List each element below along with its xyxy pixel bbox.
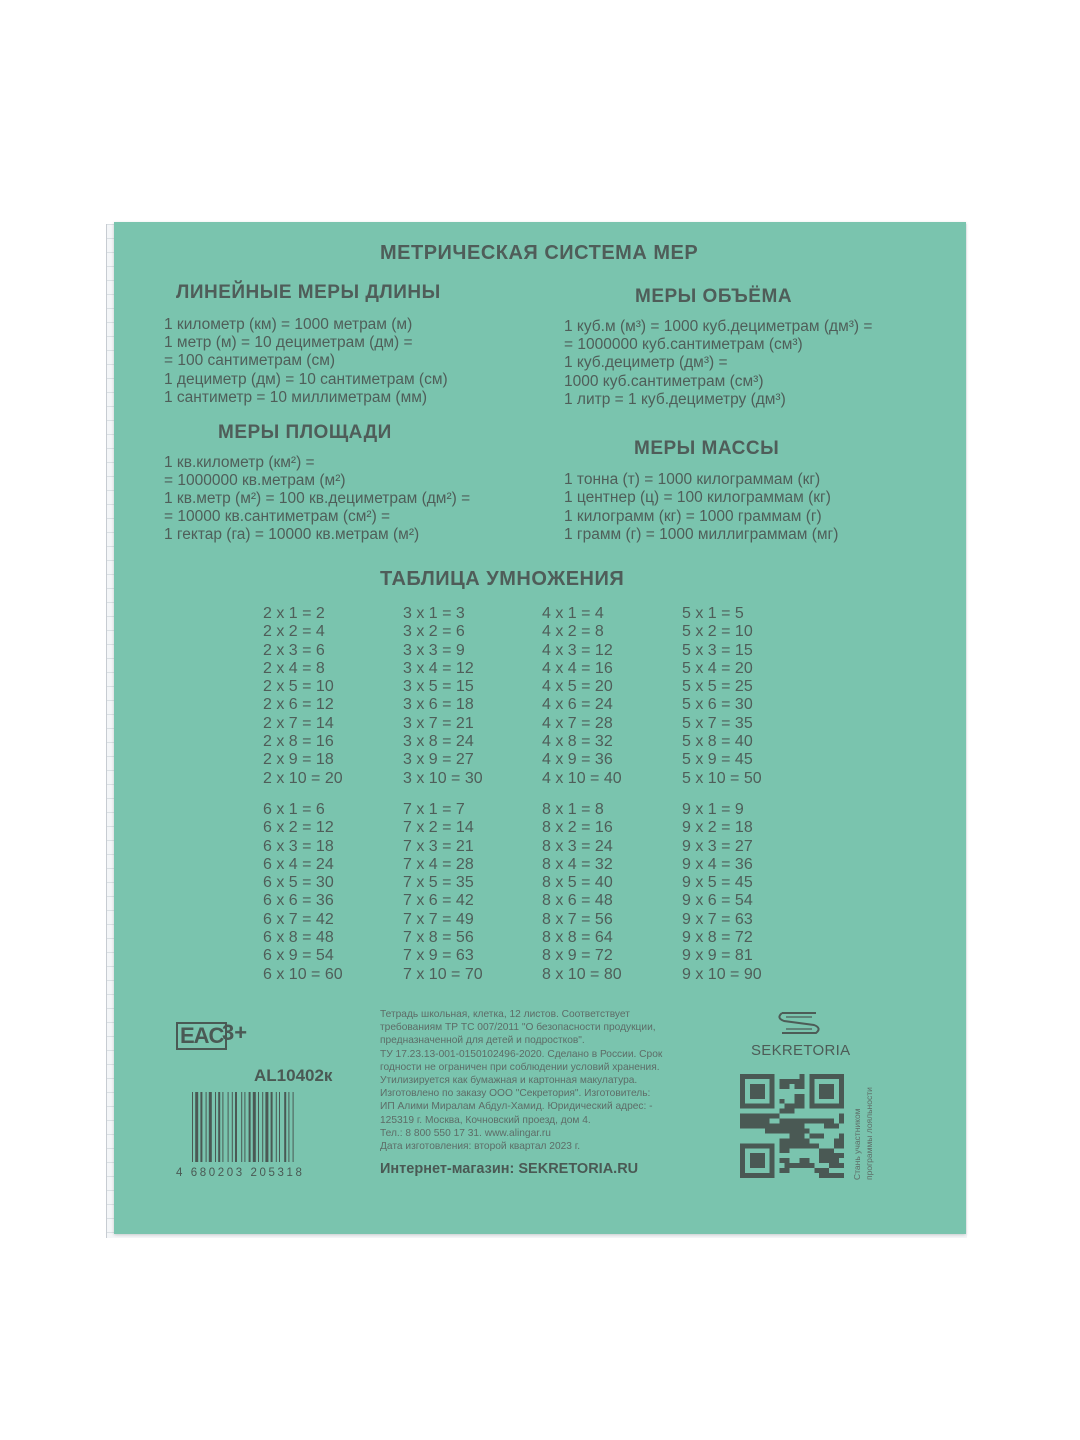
mult-entry: 9 x 2 = 18 (682, 819, 753, 837)
mult-entry: 6 x 8 = 48 (263, 929, 334, 947)
mult-entry: 3 x 5 = 15 (403, 678, 474, 696)
mult-entry: 9 x 1 = 9 (682, 801, 744, 818)
mult-entry: 4 x 3 = 12 (542, 641, 613, 659)
barcode (190, 1092, 348, 1164)
mult-entry: 5 x 4 = 20 (682, 659, 753, 677)
mult-column-4 (542, 605, 622, 788)
mult-entry: 7 x 4 = 28 (403, 855, 474, 873)
article-code: AL10402к (254, 1066, 333, 1085)
area-line: 1 гектар (га) = 10000 кв.метрам (м²) (164, 526, 420, 543)
area-line: 1 кв.километр (км²) = (164, 454, 315, 471)
length-line: = 100 сантиметрам (см) (164, 352, 336, 369)
mult-entry: 8 x 10 = 80 (542, 965, 622, 983)
mult-column-5 (682, 605, 762, 788)
loyalty-line: программы лояльности (864, 1087, 874, 1180)
mult-entry: 2 x 10 = 20 (263, 769, 343, 787)
mult-entry: 3 x 8 = 24 (403, 733, 474, 751)
brand-name: SEKRETORIA (751, 1042, 851, 1059)
qr-code (739, 1074, 845, 1178)
mult-entry: 7 x 7 = 49 (403, 910, 474, 928)
volume-line: 1 куб.дециметр (дм³) = (564, 354, 728, 371)
mult-entry: 9 x 6 = 54 (682, 892, 753, 910)
length-line: 1 километр (км) = 1000 метрам (м) (164, 316, 413, 333)
mult-column-6 (263, 801, 343, 984)
mult-entry: 3 x 4 = 12 (403, 659, 474, 677)
volume-line: 1 литр = 1 куб.дециметру (дм³) (564, 391, 786, 408)
mult-entry: 7 x 8 = 56 (403, 929, 474, 947)
mult-entry: 5 x 6 = 30 (682, 696, 753, 714)
mult-entry: 4 x 6 = 24 (542, 696, 613, 714)
mult-entry: 6 x 6 = 36 (263, 892, 334, 910)
mult-entry: 9 x 7 = 63 (682, 910, 753, 928)
mult-entry: 5 x 9 = 45 (682, 751, 753, 769)
mult-entry: 7 x 3 = 21 (403, 837, 474, 855)
mult-entry: 6 x 3 = 18 (263, 837, 334, 855)
mult-entry: 3 x 6 = 18 (403, 696, 474, 714)
mult-entry: 4 x 2 = 8 (542, 623, 604, 641)
mult-entry: 7 x 1 = 7 (403, 801, 465, 818)
mass-line: 1 грамм (г) = 1000 миллиграммам (мг) (564, 526, 839, 543)
metric-title: МЕТРИЧЕСКАЯ СИСТЕМА МЕР (380, 242, 699, 264)
volume-title: МЕРЫ ОБЪЁМА (635, 286, 793, 307)
mult-entry: 4 x 7 = 28 (542, 714, 613, 732)
mult-entry: 9 x 10 = 90 (682, 965, 762, 983)
mult-entry: 7 x 10 = 70 (403, 965, 483, 983)
mult-entry: 3 x 9 = 27 (403, 751, 474, 769)
mult-entry: 8 x 3 = 24 (542, 837, 613, 855)
mult-entry: 7 x 9 = 63 (403, 947, 474, 965)
mult-entry: 5 x 1 = 5 (682, 605, 744, 622)
info-line: Дата изготовления: второй квартал 2023 г. (380, 1141, 581, 1152)
mult-entry: 6 x 10 = 60 (263, 965, 343, 983)
mult-entry: 8 x 8 = 64 (542, 929, 613, 947)
notebook-back-cover (114, 222, 966, 1234)
length-line: 1 сантиметр = 10 миллиметрам (мм) (164, 389, 428, 406)
mult-entry: 8 x 7 = 56 (542, 910, 613, 928)
mult-entry: 3 x 3 = 9 (403, 641, 465, 659)
info-line: Изготовлено по заказу ООО "Секретория". Изготовитель: (380, 1088, 651, 1099)
age-rating: 3+ (222, 1020, 248, 1045)
mult-entry: 6 x 1 = 6 (263, 801, 325, 818)
mult-entry: 8 x 5 = 40 (542, 874, 613, 892)
info-line: предназначенной для детей и подростков". (380, 1035, 585, 1046)
length-line: 1 дециметр (дм) = 10 сантиметрам (см) (164, 371, 448, 388)
mult-entry: 6 x 5 = 30 (263, 874, 334, 892)
mult-column-2 (263, 605, 343, 788)
mult-column-9 (682, 801, 762, 984)
shop-url: Интернет-магазин: SEKRETORIA.RU (380, 1161, 639, 1177)
mult-entry: 2 x 2 = 4 (263, 623, 325, 641)
mult-entry: 4 x 5 = 20 (542, 678, 613, 696)
area-line: 1 кв.метр (м²) = 100 кв.дециметрам (дм²) = (164, 490, 471, 507)
multiplication-title: ТАБЛИЦА УМНОЖЕНИЯ (380, 568, 625, 590)
mult-entry: 9 x 5 = 45 (682, 874, 753, 892)
area-line: = 1000000 кв.метрам (м²) (164, 472, 346, 489)
area-line: = 10000 кв.сантиметрам (см²) = (164, 508, 391, 525)
mult-entry: 2 x 9 = 18 (263, 751, 334, 769)
mult-entry: 4 x 1 = 4 (542, 605, 604, 622)
mult-entry: 5 x 10 = 50 (682, 769, 762, 787)
mult-entry: 2 x 7 = 14 (263, 714, 334, 732)
mult-entry: 4 x 8 = 32 (542, 733, 613, 751)
mult-entry: 6 x 7 = 42 (263, 910, 334, 928)
mult-entry: 3 x 2 = 6 (403, 623, 465, 641)
mult-entry: 3 x 1 = 3 (403, 605, 465, 622)
mass-line: 1 тонна (т) = 1000 килограммам (кг) (564, 471, 821, 488)
volume-line: 1 куб.м (м³) = 1000 куб.дециметрам (дм³) = (564, 318, 873, 335)
mult-entry: 6 x 9 = 54 (263, 947, 334, 965)
mass-title: МЕРЫ МАССЫ (634, 438, 780, 459)
mult-entry: 9 x 3 = 27 (682, 837, 753, 855)
mult-entry: 2 x 8 = 16 (263, 733, 334, 751)
mult-entry: 9 x 9 = 81 (682, 947, 753, 965)
mult-entry: 5 x 7 = 35 (682, 714, 753, 732)
info-line: Тетрадь школьная, клетка, 12 листов. Соответствует (380, 1009, 630, 1020)
mult-entry: 4 x 10 = 40 (542, 769, 622, 787)
mult-entry: 2 x 4 = 8 (263, 659, 325, 677)
volume-line: = 1000000 куб.сантиметрам (см³) (564, 336, 803, 353)
loyalty-line: Стань участником (852, 1108, 862, 1180)
mass-line: 1 килограмм (кг) = 1000 граммам (г) (564, 508, 822, 525)
mult-entry: 9 x 8 = 72 (682, 929, 753, 947)
length-line: 1 метр (м) = 10 дециметрам (дм) = (164, 334, 413, 351)
mult-entry: 8 x 2 = 16 (542, 819, 613, 837)
mult-entry: 5 x 8 = 40 (682, 733, 753, 751)
mult-entry: 6 x 2 = 12 (263, 819, 334, 837)
mult-column-3 (403, 605, 483, 788)
mult-entry: 5 x 5 = 25 (682, 678, 753, 696)
mult-entry: 2 x 3 = 6 (263, 641, 325, 659)
mult-entry: 6 x 4 = 24 (263, 855, 334, 873)
info-line: ТУ 17.23.13-001-0150102496-2020. Сделано в России. Срок (380, 1049, 663, 1060)
info-line: ИП Алими Миралам Абдул-Хамид. Юридический адрес: - (380, 1101, 653, 1112)
mult-entry: 5 x 2 = 10 (682, 623, 753, 641)
mult-entry: 8 x 9 = 72 (542, 947, 613, 965)
mult-entry: 7 x 6 = 42 (403, 892, 474, 910)
mult-entry: 2 x 1 = 2 (263, 605, 325, 622)
mult-entry: 2 x 6 = 12 (263, 696, 334, 714)
eac-mark: EAC (176, 1022, 227, 1050)
mult-entry: 5 x 3 = 15 (682, 641, 753, 659)
mult-entry: 8 x 4 = 32 (542, 855, 613, 873)
mult-column-7 (403, 801, 483, 984)
brand-logo-icon (776, 1008, 822, 1038)
mult-entry: 9 x 4 = 36 (682, 855, 753, 873)
mult-entry: 4 x 9 = 36 (542, 751, 613, 769)
info-line: требованиям ТР ТС 007/2011 "О безопасности продукции, (380, 1022, 656, 1033)
mass-line: 1 центнер (ц) = 100 килограммам (кг) (564, 489, 831, 506)
mult-entry: 4 x 4 = 16 (542, 659, 613, 677)
mult-entry: 8 x 6 = 48 (542, 892, 613, 910)
mult-entry: 3 x 10 = 30 (403, 769, 483, 787)
area-title: МЕРЫ ПЛОЩАДИ (218, 422, 392, 443)
info-line: Тел.: 8 800 550 17 31. www.alingar.ru (380, 1128, 551, 1139)
volume-line: 1000 куб.сантиметрам (см³) (564, 373, 764, 390)
info-line: Утилизируется как бумажная и картонная макулатура. (380, 1075, 638, 1086)
mult-entry: 7 x 2 = 14 (403, 819, 474, 837)
mult-entry: 2 x 5 = 10 (263, 678, 334, 696)
mult-entry: 8 x 1 = 8 (542, 801, 604, 818)
barcode-digits: 4 680203 205318 (176, 1167, 305, 1179)
mult-column-8 (542, 801, 622, 984)
length-title: ЛИНЕЙНЫЕ МЕРЫ ДЛИНЫ (176, 282, 441, 303)
info-line: годности не ограничен при соблюдении условий хранения. (380, 1062, 660, 1073)
mult-entry: 3 x 7 = 21 (403, 714, 474, 732)
mult-entry: 7 x 5 = 35 (403, 874, 474, 892)
info-line: 125319 г. Москва, Кочновский проезд, дом 4. (380, 1115, 591, 1126)
